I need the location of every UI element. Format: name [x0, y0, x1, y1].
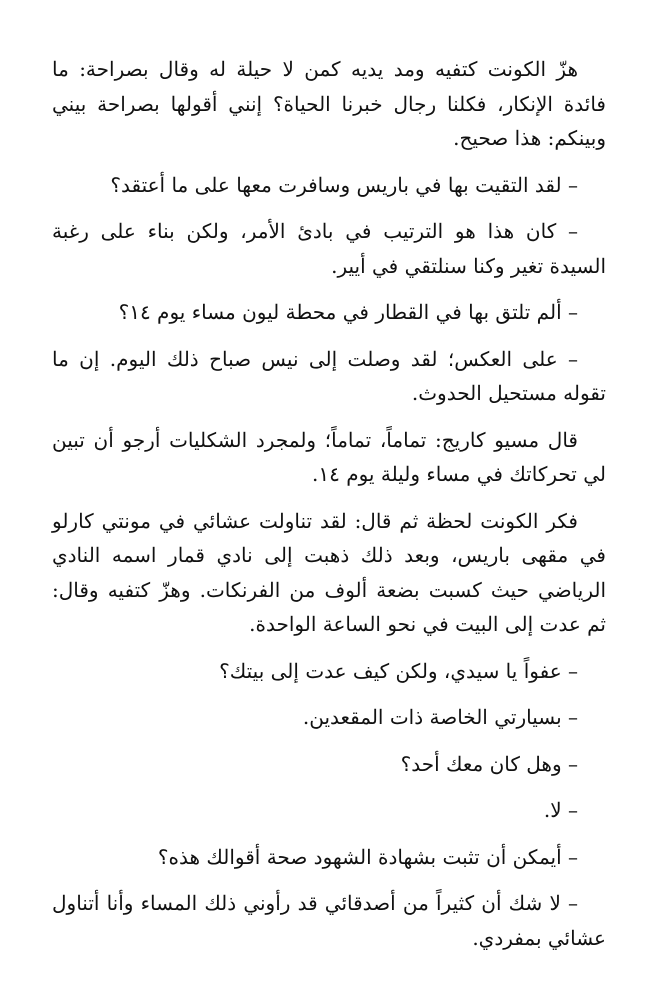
dialogue-line-friends-saw-me: – لا شك أن كثيراً من أصدقائي قد رأوني ذلك المساء وأنا أتناول عشائي بمفردي. [52, 891, 606, 950]
paragraph-count-shrug: هزّ الكونت كتفيه ومد يديه كمن لا حيلة له وقال بصراحة: ما فائدة الإنكار، فكلنا رجال خبرنا الحياة؟ إنني أقولها بصراحة بيني وبينكم: هذا صحيح. [52, 57, 606, 150]
dialogue-line-witnesses: – أيمكن أن تثبت بشهادة الشهود صحة أقوالك هذه؟ [157, 844, 578, 869]
dialogue-line-anyone-with-you: – وهل كان معك أحد؟ [400, 751, 578, 776]
paragraph-count-alibi: فكر الكونت لحظة ثم قال: لقد تناولت عشائي في مونتي كارلو في مقهى باريس، وبعد ذلك ذهبت إلى نادي قمار اسمه النادي الرياضي حيث كسبت بضعة ألوف من الفرنكات. وهزّ كتفيه وقال: ثم عدت إلى البيت في نحو الساعة الواحدة. [52, 508, 606, 636]
dialogue-line-no: – لا. [543, 798, 578, 822]
paragraph-carrige-asks: قال مسيو كاريج: تماماً، تماماً؛ ولمجرد الشكليات أرجو أن تبين لي تحركاتك في مساء وليلة يوم ١٤. [52, 427, 606, 486]
document-page [52, 52, 606, 967]
dialogue-line-arrived-nice: – على العكس؛ لقد وصلت إلى نيس صباح ذلك اليوم. إن ما تقوله مستحيل الحدوث. [52, 346, 606, 405]
dialogue-line-private-car: – بسيارتي الخاصة ذات المقعدين. [302, 705, 578, 729]
dialogue-line-arrangement: – كان هذا هو الترتيب في بادئ الأمر، ولكن بناء على رغبة السيدة تغير وكنا سنلتقي في أيير. [52, 219, 606, 278]
dialogue-line-lyon-station: – ألم تلتق بها في القطار في محطة ليون مساء يوم ١٤؟ [118, 300, 578, 324]
dialogue-line-met-in-paris: – لقد التقيت بها في باريس وسافرت معها على ما أعتقد؟ [110, 172, 578, 197]
dialogue-line-how-returned: – عفواً يا سيدي، ولكن كيف عدت إلى بيتك؟ [219, 658, 578, 683]
